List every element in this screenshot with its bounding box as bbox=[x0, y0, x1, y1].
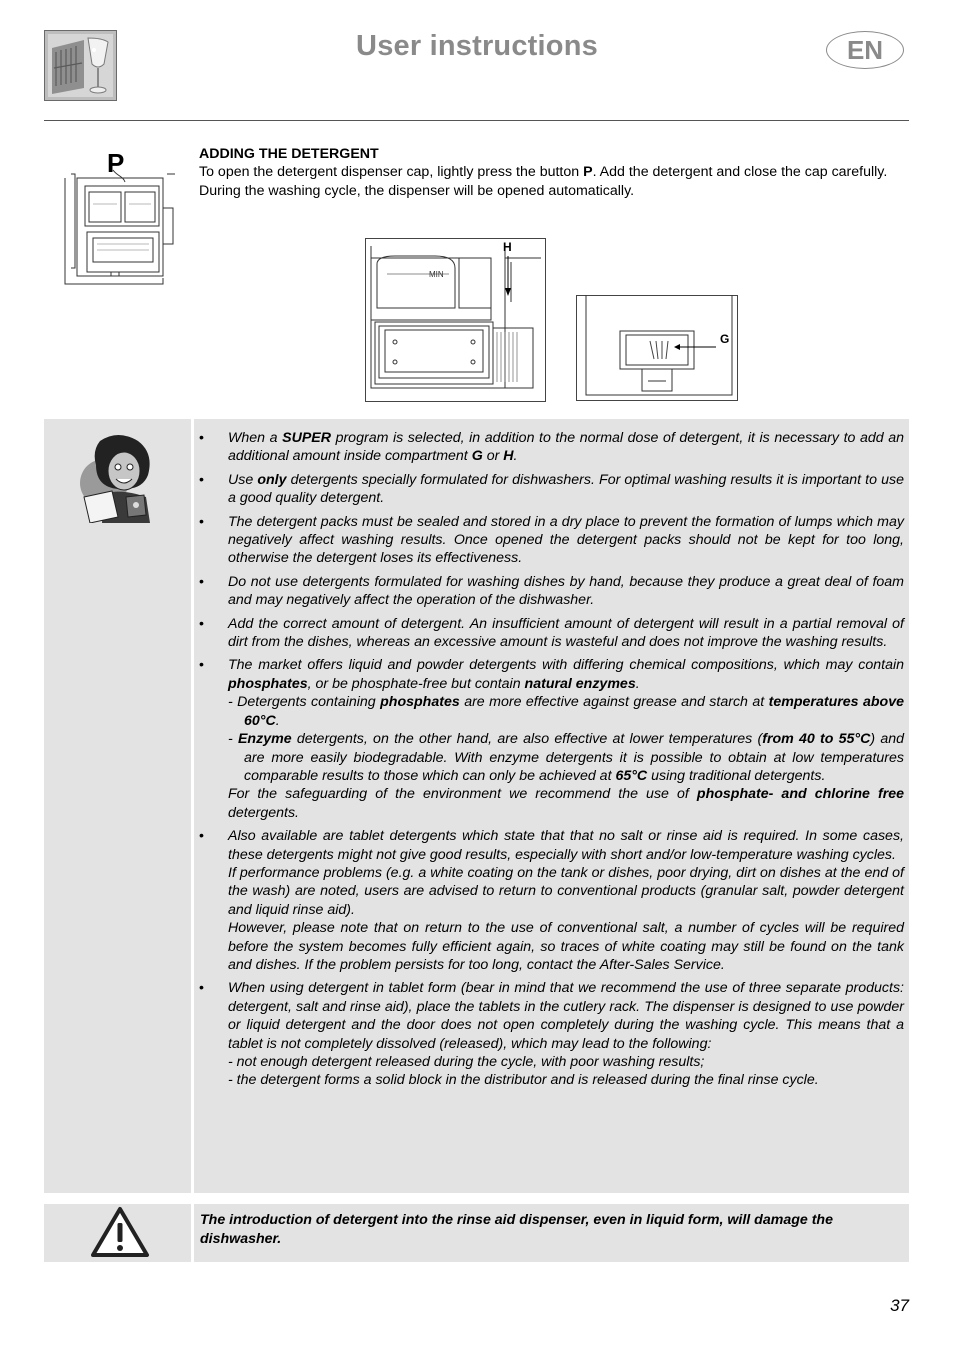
min-mark: MIN bbox=[429, 270, 444, 279]
list-item: • Also available are tablet detergents which state that that no salt or rinse aid is required. In some cases, these detergents might not give good results, especially with short and/or low-temperature washing cycles. If performance problems (e.g. a white coating on the tank or dishes, poor drying, dirt on dishes at the end of the wash) are noted, users are advised to return to conventional products (granular salt, powder detergent and liquid rinse aid). However, please note that on return to the use of conventional salt, a number of cycles will be required before the system becomes fully efficient again, so traces of white coating may still be found on the tank and dishes. If the problem persists for too long, contact the After-Sales Service. bbox=[228, 827, 904, 974]
environment-note: For the safeguarding of the environment we recommend the use of phosphate- and chlorine free detergents. bbox=[228, 786, 904, 821]
warning-panel bbox=[194, 1204, 909, 1262]
tablet-issue-subitem: - the detergent forms a solid block in the distributor and is released during the final rinse cycle. bbox=[228, 1072, 819, 1089]
list-item: • When a SUPER program is selected, in addition to the normal dose of detergent, it is necessary to add an additional amount inside compartment G or H. bbox=[228, 429, 904, 466]
tips-list bbox=[228, 429, 904, 1095]
instruction-paragraph: During the washing cycle, the dispenser will be opened automatically. bbox=[199, 182, 635, 199]
list-item: • Use only detergents specially formulated for dishwashers. For optimal washing results it is important to use a good quality detergent. bbox=[228, 471, 904, 508]
page-number: 37 bbox=[890, 1296, 909, 1315]
header-divider bbox=[44, 120, 909, 121]
phosphates-subitem: - Detergents containing phosphates are more effective against grease and starch at temperatures above 60°C. bbox=[228, 694, 904, 729]
dispenser-compartment-g-figure bbox=[576, 295, 738, 401]
tablet-issue-subitem: - not enough detergent released during the cycle, with poor washing results; bbox=[228, 1054, 705, 1070]
compartment-h-label: H bbox=[503, 240, 512, 254]
list-item: • Add the correct amount of detergent. An insufficient amount of detergent will result in a partial removal of dirt from the dishes, whereas an excessive amount is wasteful and does not improve the washing results. bbox=[228, 615, 904, 652]
list-item: • The detergent packs must be sealed and stored in a dry place to prevent the formation of lumps which may negatively affect washing results. Once opened the detergent packs should not be kept for too long, otherwise the detergent loses its effectiveness. bbox=[228, 513, 904, 568]
dispenser-compartment-h-figure bbox=[365, 238, 546, 402]
instruction-paragraph: To open the detergent dispenser cap, lightly press the button P. Add the detergent and close the cap carefully. bbox=[199, 164, 888, 180]
language-badge: EN bbox=[826, 31, 904, 69]
list-item: • When using detergent in tablet form (bear in mind that we recommend the use of three separate products: detergent, salt and rinse aid), place the tablets in the cutlery rack. The dispenser is designed to use powder or liquid detergent and the door does not open completely during the washing cycle. This means that a tablet is not completely dissolved (released), which may lead to the following: - not enough detergent released during the cycle, with poor washing results; - the detergent forms a solid block in the distributor and is released during the final rinse cycle. bbox=[228, 979, 904, 1089]
warning-text: The introduction of detergent into the rinse aid dispenser, even in liquid form, will damage the dishwasher. bbox=[200, 1212, 833, 1247]
tips-icon-cell bbox=[44, 419, 191, 1193]
button-p-label: P bbox=[107, 148, 125, 178]
detergent-dispenser-button-illustration bbox=[63, 148, 178, 286]
section-title: ADDING THE DETERGENT bbox=[199, 146, 379, 162]
list-item: • The market offers liquid and powder detergents with differing chemical compositions, which may contain phosphates, or be phosphate-free but contain natural enzymes. - Detergents containing phosphates are more effective against grease and starch at temperatures above 60°C. - Enzyme detergents, on the other hand, are also effective at lower temperatures (from 40 to 55°C) and are more easily biodegradable. With enzyme detergents it is possible to obtain at low temperatures comparable results to those which can only be achieved at 65°C using traditional detergents. For the safeguarding of the environment we recommend the use of phosphate- and chlorine free detergents. bbox=[228, 656, 904, 822]
compartment-g-label: G bbox=[720, 332, 730, 346]
enzyme-subitem: - Enzyme detergents, on the other hand, are also effective at lower temperatures (from 40 to 55°C) and are more easily biodegradable. With enzyme detergents it is possible to obtain at low temperatures comparable results to those which can only be achieved at 65°C using traditional detergents. bbox=[228, 731, 904, 784]
mascot-illustration-icon bbox=[78, 431, 160, 523]
page-title: User instructions bbox=[356, 30, 598, 62]
warning-triangle-icon bbox=[90, 1206, 150, 1258]
list-item: • Do not use detergents formulated for washing dishes by hand, because they produce a great deal of foam and may negatively affect the operation of the dishwasher. bbox=[228, 573, 904, 610]
warning-icon-cell bbox=[44, 1204, 191, 1262]
section-body bbox=[199, 163, 903, 201]
tips-panel bbox=[194, 419, 909, 1193]
